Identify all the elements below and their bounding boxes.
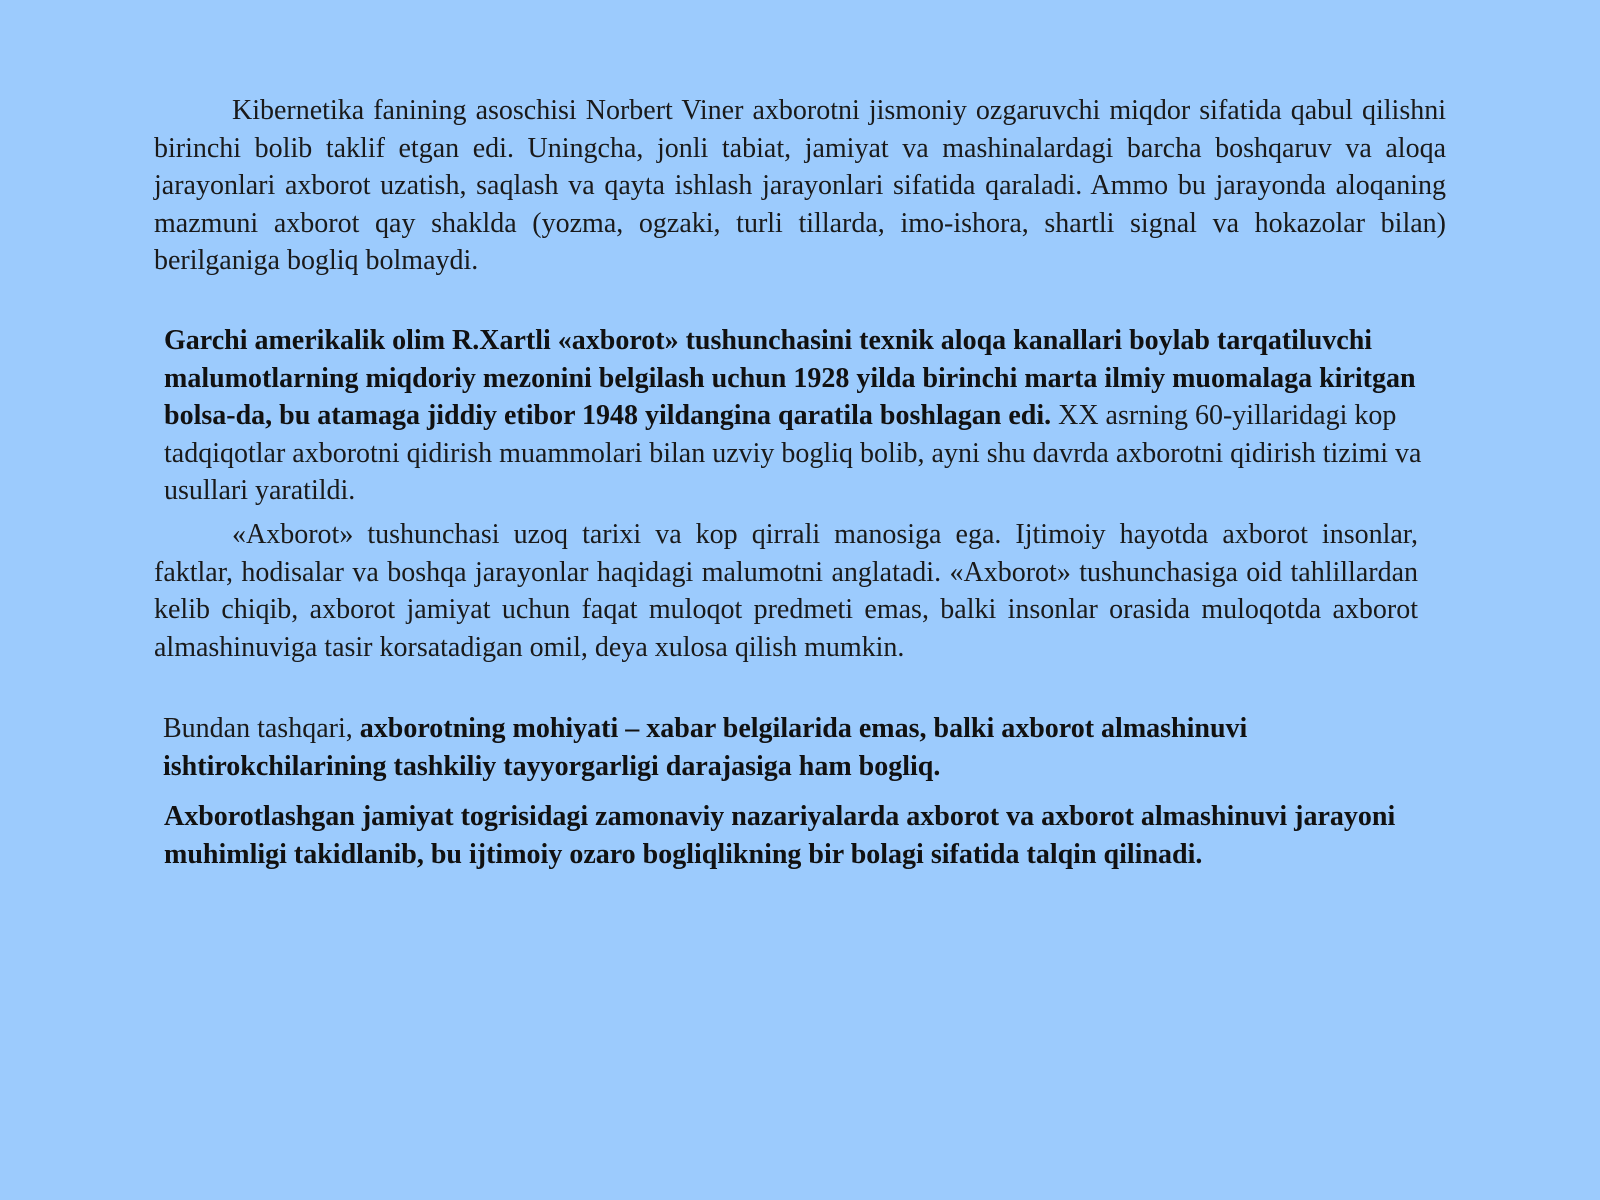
paragraph-axborotlashgan-jamiyat	[164, 798, 1454, 873]
paragraph-xartli-regular: XX asrning 60-yillaridagi kop tadqiqotlar axborotni qidirish muammolari bilan uzviy bogliq bolib, ayni shu davrda axborotni qidirish tizimi va usullari yaratildi.	[164, 400, 1422, 506]
paragraph-axborotlashgan-jamiyat-bold: Axborotlashgan jamiyat togrisidagi zamonaviy nazariyalarda axborot va axborot almashinuvi jarayoni muhimligi takidlanib, bu ijtimoiy ozaro bogliqlikning bir bolagi sifatida talqin qilinadi.	[164, 801, 1396, 870]
paragraph-xartli	[164, 322, 1426, 510]
paragraph-bundan-tashqari	[163, 710, 1423, 785]
paragraph-axborot-tushunchasi: «Axborot» tushunchasi uzoq tarixi va kop qirrali manosiga ega. Ijtimoiy hayotda axborot insonlar, faktlar, hodisalar va boshqa jarayonlar haqidagi malumotni anglatadi. «Axborot» tushunchasiga oid tahlillardan kelib chiqib, axborot jamiyat uchun faqat muloqot predmeti emas, balki insonlar orasida muloqotda axborot almashinuviga tasir korsatadigan omil, deya xulosa qilish mumkin.	[154, 519, 1418, 663]
paragraph-bundan-tashqari-regular: Bundan tashqari,	[163, 713, 360, 744]
paragraph-bundan-tashqari-bold: axborotning mohiyati – xabar belgilarida emas, balki axborot almashinuvi ishtirokchilarining tashkiliy tayyorgarligi darajasiga ham bogliq.	[163, 713, 1248, 782]
paragraph-xartli-bold: Garchi amerikalik olim R.Xartli «axborot» tushunchasini texnik aloqa kanallari boylab tarqatiluvchi malumotlarning miqdoriy mezonini belgilash uchun 1928 yilda birinchi marta ilmiy muomalaga kiritgan bolsa-da, bu atamaga jiddiy etibor 1948 yildangina qaratila boshlagan edi.	[164, 325, 1416, 431]
paragraph-kibernetika: Kibernetika fanining asoschisi Norbert Viner axborotni jismoniy ozgaruvchi miqdor sifatida qabul qilishni birinchi bolib taklif etgan edi. Uningcha, jonli tabiat, jamiyat va mashinalardagi barcha boshqaruv va aloqa jarayonlari axborot uzatish, saqlash va qayta ishlash jarayonlari sifatida qaraladi. Ammo bu jarayonda aloqaning mazmuni axborot qay shaklda (yozma, ogzaki, turli tillarda, imo-ishora, shartli signal va hokazolar bilan) berilganiga bogliq bolmaydi.	[154, 95, 1446, 276]
